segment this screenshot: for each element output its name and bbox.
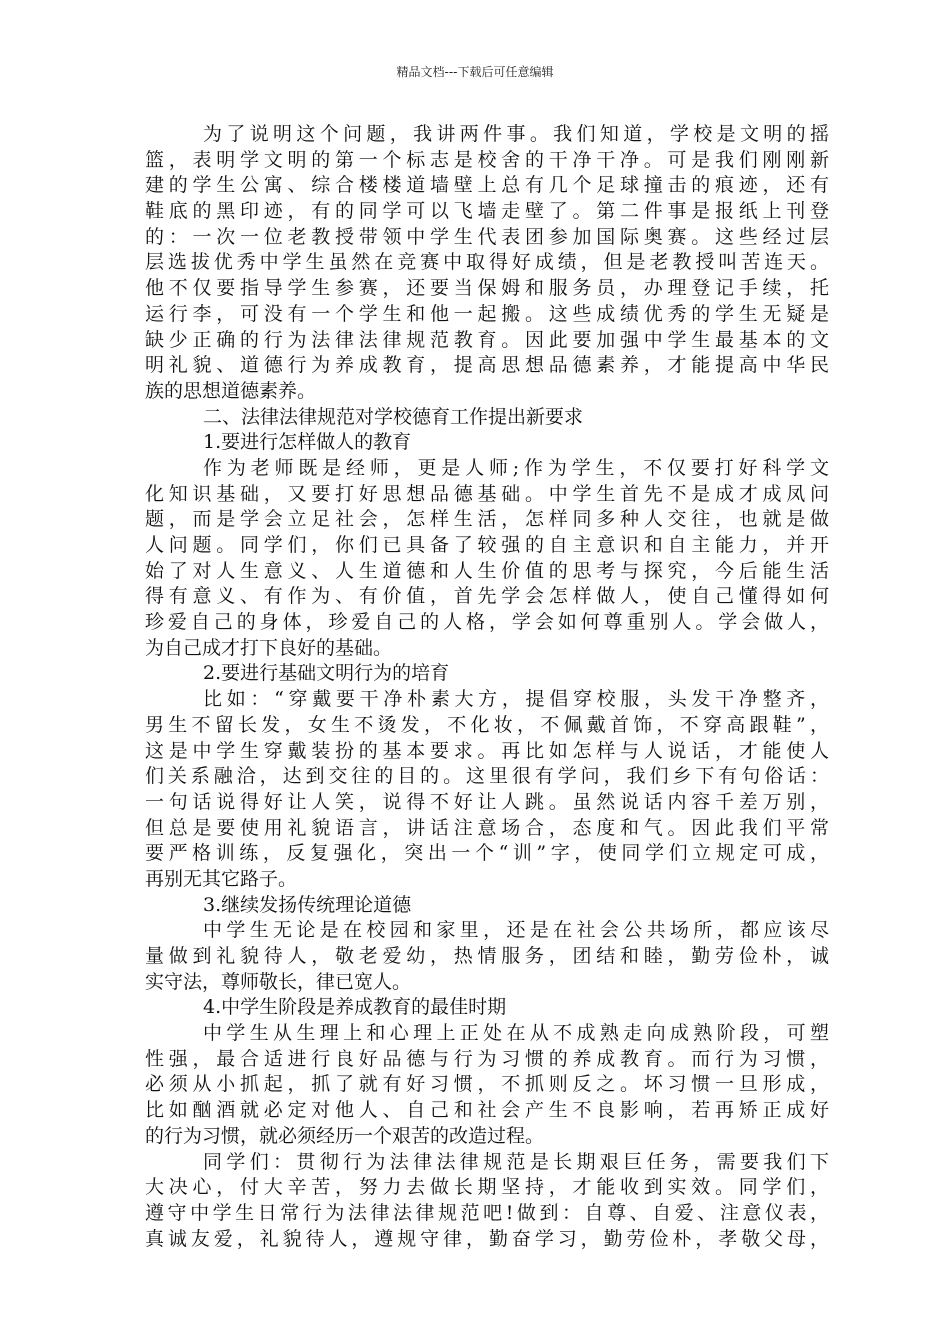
text-line: 题，而是学会立足社会，怎样生活，怎样同多种人交往，也就是做 [145,508,829,531]
text-line: 他不仅要指导学生参赛，还要当保姆和服务员，办理登记手续，托 [145,277,829,300]
text-line: 中学生从生理上和心理上正处在从不成熟走向成熟阶段，可塑 [203,1022,829,1045]
text-line: 实守法，尊师敬长，律已宽人。 [145,970,412,993]
text-line: 们关系融洽，达到交往的目的。这里很有学问，我们乡下有句俗话： [145,765,829,788]
text-line: 运行李，可没有一个学生和他一起搬。这些成绩优秀的学生无疑是 [145,302,829,325]
text-line: 比如：“穿戴要干净朴素大方，提倡穿校服，头发干净整齐， [203,688,829,711]
text-line: 这是中学生穿戴装扮的基本要求。再比如怎样与人说话，才能使人 [145,739,829,762]
document-body [145,122,829,1252]
text-line: 男生不留长发，女生不烫发，不化妆，不佩戴首饰，不穿高跟鞋”， [145,713,829,736]
text-line: 遵守中学生日常行为法律法律规范吧!做到：自尊、自爱、注意仪表， [145,1201,829,1224]
text-line: 为自己成才打下良好的基础。 [145,636,393,659]
text-line: 同学们：贯彻行为法律法律规范是长期艰巨任务，需要我们下 [203,1150,829,1173]
text-line: 大决心，付大辛苦，努力去做长期坚持，才能收到实效。同学们， [145,1176,829,1199]
text-line: 比如酗酒就必定对他人、自己和社会产生不良影响，若再矫正成好 [145,1099,829,1122]
text-line: 性强，最合适进行良好品德与行为习惯的养成教育。而行为习惯， [145,1047,829,1070]
text-line: 族的思想道德素养。 [145,379,317,402]
text-line: 中学生无论是在校园和家里，还是在社会公共场所，都应该尽 [203,919,829,942]
text-line: 篮，表明学文明的第一个标志是校舍的干净干净。可是我们刚刚新 [145,148,829,171]
text-line: 真诚友爱，礼貌待人，遵规守律，勤奋学习，勤劳俭朴，孝敬父母， [145,1227,829,1250]
text-line: 再别无其它路子。 [145,867,298,890]
text-line: 2.要进行基础文明行为的培育 [203,662,450,685]
text-line: 4.中学生阶段是养成教育的最佳时期 [203,996,507,1019]
text-line: 的：一次一位老教授带领中学生代表团参加国际奥赛。这些经过层 [145,225,829,248]
text-line: 量做到礼貌待人，敬老爱幼，热情服务，团结和睦，勤劳俭朴，诚 [145,945,829,967]
text-line: 的行为习惯，就必须经历一个艰苦的改造过程。 [145,1124,545,1147]
text-line: 为了说明这个问题，我讲两件事。我们知道，学校是文明的摇 [203,123,829,145]
text-line: 要严格训练，反复强化，突出一个“训”字，使同学们立规定可成， [145,842,829,865]
text-line: 层选拔优秀中学生虽然在竞赛中取得好成绩，但是老教授叫苦连天。 [145,251,829,274]
text-line: 建的学生公寓、综合楼楼道墙壁上总有几个足球撞击的痕迹，还有 [145,174,829,197]
text-line: 珍爱自己的身体，珍爱自己的人格，学会如何尊重别人。学会做人， [145,611,829,634]
text-line: 鞋底的黑印迹，有的同学可以飞墙走壁了。第二件事是报纸上刊登 [145,200,829,223]
text-line: 二、法律法律规范对学校德育工作提出新要求 [203,405,584,428]
text-line: 1.要进行怎样做人的教育 [203,431,412,454]
text-line: 始了对人生意义、人生道德和人生价值的思考与探究，今后能生活 [145,559,829,582]
text-line: 但总是要使用礼貌语言，讲话注意场合，态度和气。因此我们平常 [145,816,829,839]
text-line: 作为老师既是经师，更是人师;作为学生，不仅要打好科学文 [203,456,829,479]
text-line: 化知识基础，又要打好思想品德基础。中学生首先不是成才成凤问 [145,482,829,505]
text-line: 人问题。同学们，你们已具备了较强的自主意识和自主能力，并开 [145,534,829,556]
text-line: 得有意义、有作为、有价值，首先学会怎样做人，使自己懂得如何 [145,585,829,608]
text-line: 缺少正确的行为法律法律规范教育。因此要加强中学生最基本的文 [145,328,829,351]
text-line: 3.继续发扬传统理论道德 [203,893,412,916]
page-header: 精品文档---下载后可任意编辑 [396,65,554,79]
text-line: 明礼貌、道德行为养成教育，提高思想品德素养，才能提高中华民 [145,354,829,377]
text-line: 一句话说得好让人笑，说得不好让人跳。虽然说话内容千差万别， [145,790,829,813]
text-line: 必须从小抓起，抓了就有好习惯，不抓则反之。坏习惯一旦形成， [145,1073,829,1096]
